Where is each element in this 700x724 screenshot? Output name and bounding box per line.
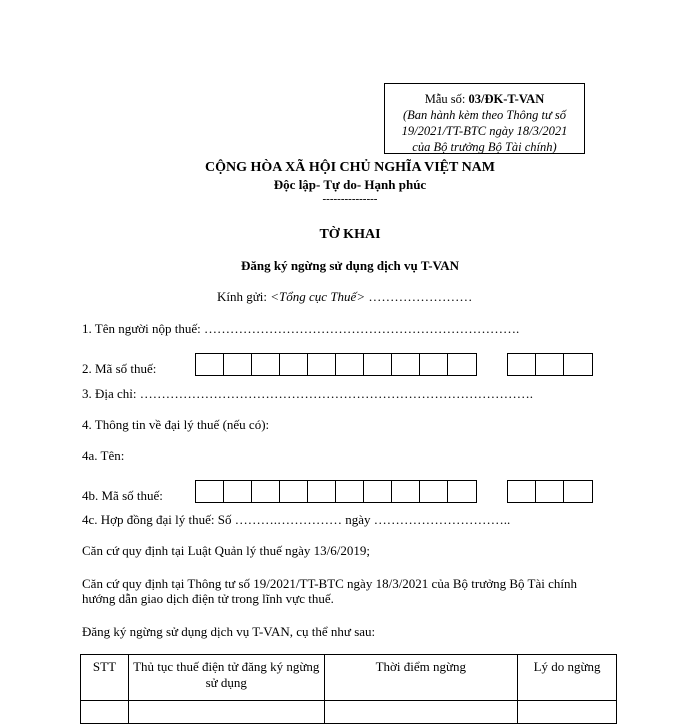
agent-info-heading: 4. Thông tin về đại lý thuế (nếu có):	[82, 417, 270, 432]
tax-code-branch-boxes[interactable]	[507, 353, 593, 376]
basis-circular-line-2: hướng dẫn giao dịch điện tử trong lĩnh vực thuế.	[82, 591, 334, 606]
agent-tax-code-digit[interactable]	[280, 481, 308, 502]
document-subtitle: Đăng ký ngừng sử dụng dịch vụ T-VAN	[240, 258, 460, 273]
column-header-procedure: Thủ tục thuế điện tử đăng ký ngừng sử dụng	[128, 655, 324, 701]
tax-code-branch-digit[interactable]	[564, 354, 592, 375]
column-header-stop-time: Thời điểm ngừng	[324, 655, 518, 701]
form-issue-line-1: (Ban hành kèm theo Thông tư số	[402, 108, 567, 122]
recipient-label: Kính gửi:	[217, 289, 271, 304]
recipient-value: <Tổng cục Thuế>	[270, 289, 366, 304]
agent-tax-code-digit[interactable]	[224, 481, 252, 502]
agent-tax-code-digit[interactable]	[448, 481, 476, 502]
tax-code-digit[interactable]	[364, 354, 392, 375]
agent-tax-code-branch-digit[interactable]	[564, 481, 592, 502]
tax-code-digit[interactable]	[280, 354, 308, 375]
form-number-prefix: Mẫu số:	[424, 92, 469, 106]
column-header-stt: STT	[81, 655, 129, 701]
form-number-line	[385, 91, 584, 107]
agent-tax-code-digit[interactable]	[336, 481, 364, 502]
registration-table	[80, 654, 617, 724]
basis-circular-line-1: Căn cứ quy định tại Thông tư số 19/2021/TT-BTC ngày 18/3/2021 của Bộ trưởng Bộ Tài chính	[82, 576, 578, 591]
tax-code-digit[interactable]	[448, 354, 476, 375]
form-issue-line-3: của Bộ trưởng Bộ Tài chính)	[412, 140, 557, 154]
tax-code-digit[interactable]	[392, 354, 420, 375]
tax-code-digit[interactable]	[308, 354, 336, 375]
national-motto: Độc lập- Tự do- Hạnh phúc	[273, 177, 427, 192]
agent-tax-code-boxes[interactable]	[195, 480, 477, 503]
form-number-box	[384, 83, 585, 154]
form-number-code: 03/ĐK-T-VAN	[468, 92, 545, 106]
tax-code-boxes[interactable]	[195, 353, 477, 376]
tax-code-digit[interactable]	[224, 354, 252, 375]
basis-law: Căn cứ quy định tại Luật Quản lý thuế ngày 13/6/2019;	[82, 543, 370, 558]
register-statement: Đăng ký ngừng sử dụng dịch vụ T-VAN, cụ thể như sau:	[82, 624, 376, 639]
agent-name-field: 4a. Tên:	[82, 448, 125, 463]
table-row	[81, 701, 617, 724]
agent-tax-code-digit[interactable]	[364, 481, 392, 502]
table-header-row	[81, 655, 617, 701]
document-title: TỜ KHAI	[319, 227, 381, 242]
tax-code-digit[interactable]	[420, 354, 448, 375]
tax-code-branch-digit[interactable]	[536, 354, 564, 375]
table-cell[interactable]	[324, 701, 518, 724]
agent-tax-code-branch-boxes[interactable]	[507, 480, 593, 503]
agent-tax-code-branch-digit[interactable]	[508, 481, 536, 502]
agent-tax-code-label: 4b. Mã số thuế:	[82, 488, 163, 503]
agent-contract-field: 4c. Hợp đồng đại lý thuế: Số ……….…………… ngày …………………………..	[82, 512, 511, 527]
table-cell[interactable]	[81, 701, 129, 724]
agent-tax-code-digit[interactable]	[252, 481, 280, 502]
agent-tax-code-digit[interactable]	[420, 481, 448, 502]
table-cell[interactable]	[518, 701, 617, 724]
table-cell[interactable]	[128, 701, 324, 724]
address-field: 3. Địa chỉ: ……………………………………………………………………………….	[82, 386, 534, 401]
form-issue-line-2: 19/2021/TT-BTC ngày 18/3/2021	[401, 124, 568, 138]
agent-tax-code-digit[interactable]	[392, 481, 420, 502]
tax-code-digit[interactable]	[336, 354, 364, 375]
column-header-reason: Lý do ngừng	[518, 655, 617, 701]
tax-code-branch-digit[interactable]	[508, 354, 536, 375]
agent-tax-code-digit[interactable]	[308, 481, 336, 502]
agent-tax-code-digit[interactable]	[196, 481, 224, 502]
taxpayer-name-field: 1. Tên người nộp thuế: ……………………………………………………………….	[82, 321, 520, 336]
nation-title: CỘNG HÒA XÃ HỘI CHỦ NGHĨA VIỆT NAM	[204, 160, 495, 175]
tax-code-digit[interactable]	[196, 354, 224, 375]
tax-code-label: 2. Mã số thuế:	[82, 361, 157, 376]
recipient-line	[217, 289, 472, 305]
motto-divider: ---------------	[322, 193, 378, 205]
recipient-dots: ……………………	[365, 289, 473, 304]
tax-code-digit[interactable]	[252, 354, 280, 375]
agent-tax-code-branch-digit[interactable]	[536, 481, 564, 502]
